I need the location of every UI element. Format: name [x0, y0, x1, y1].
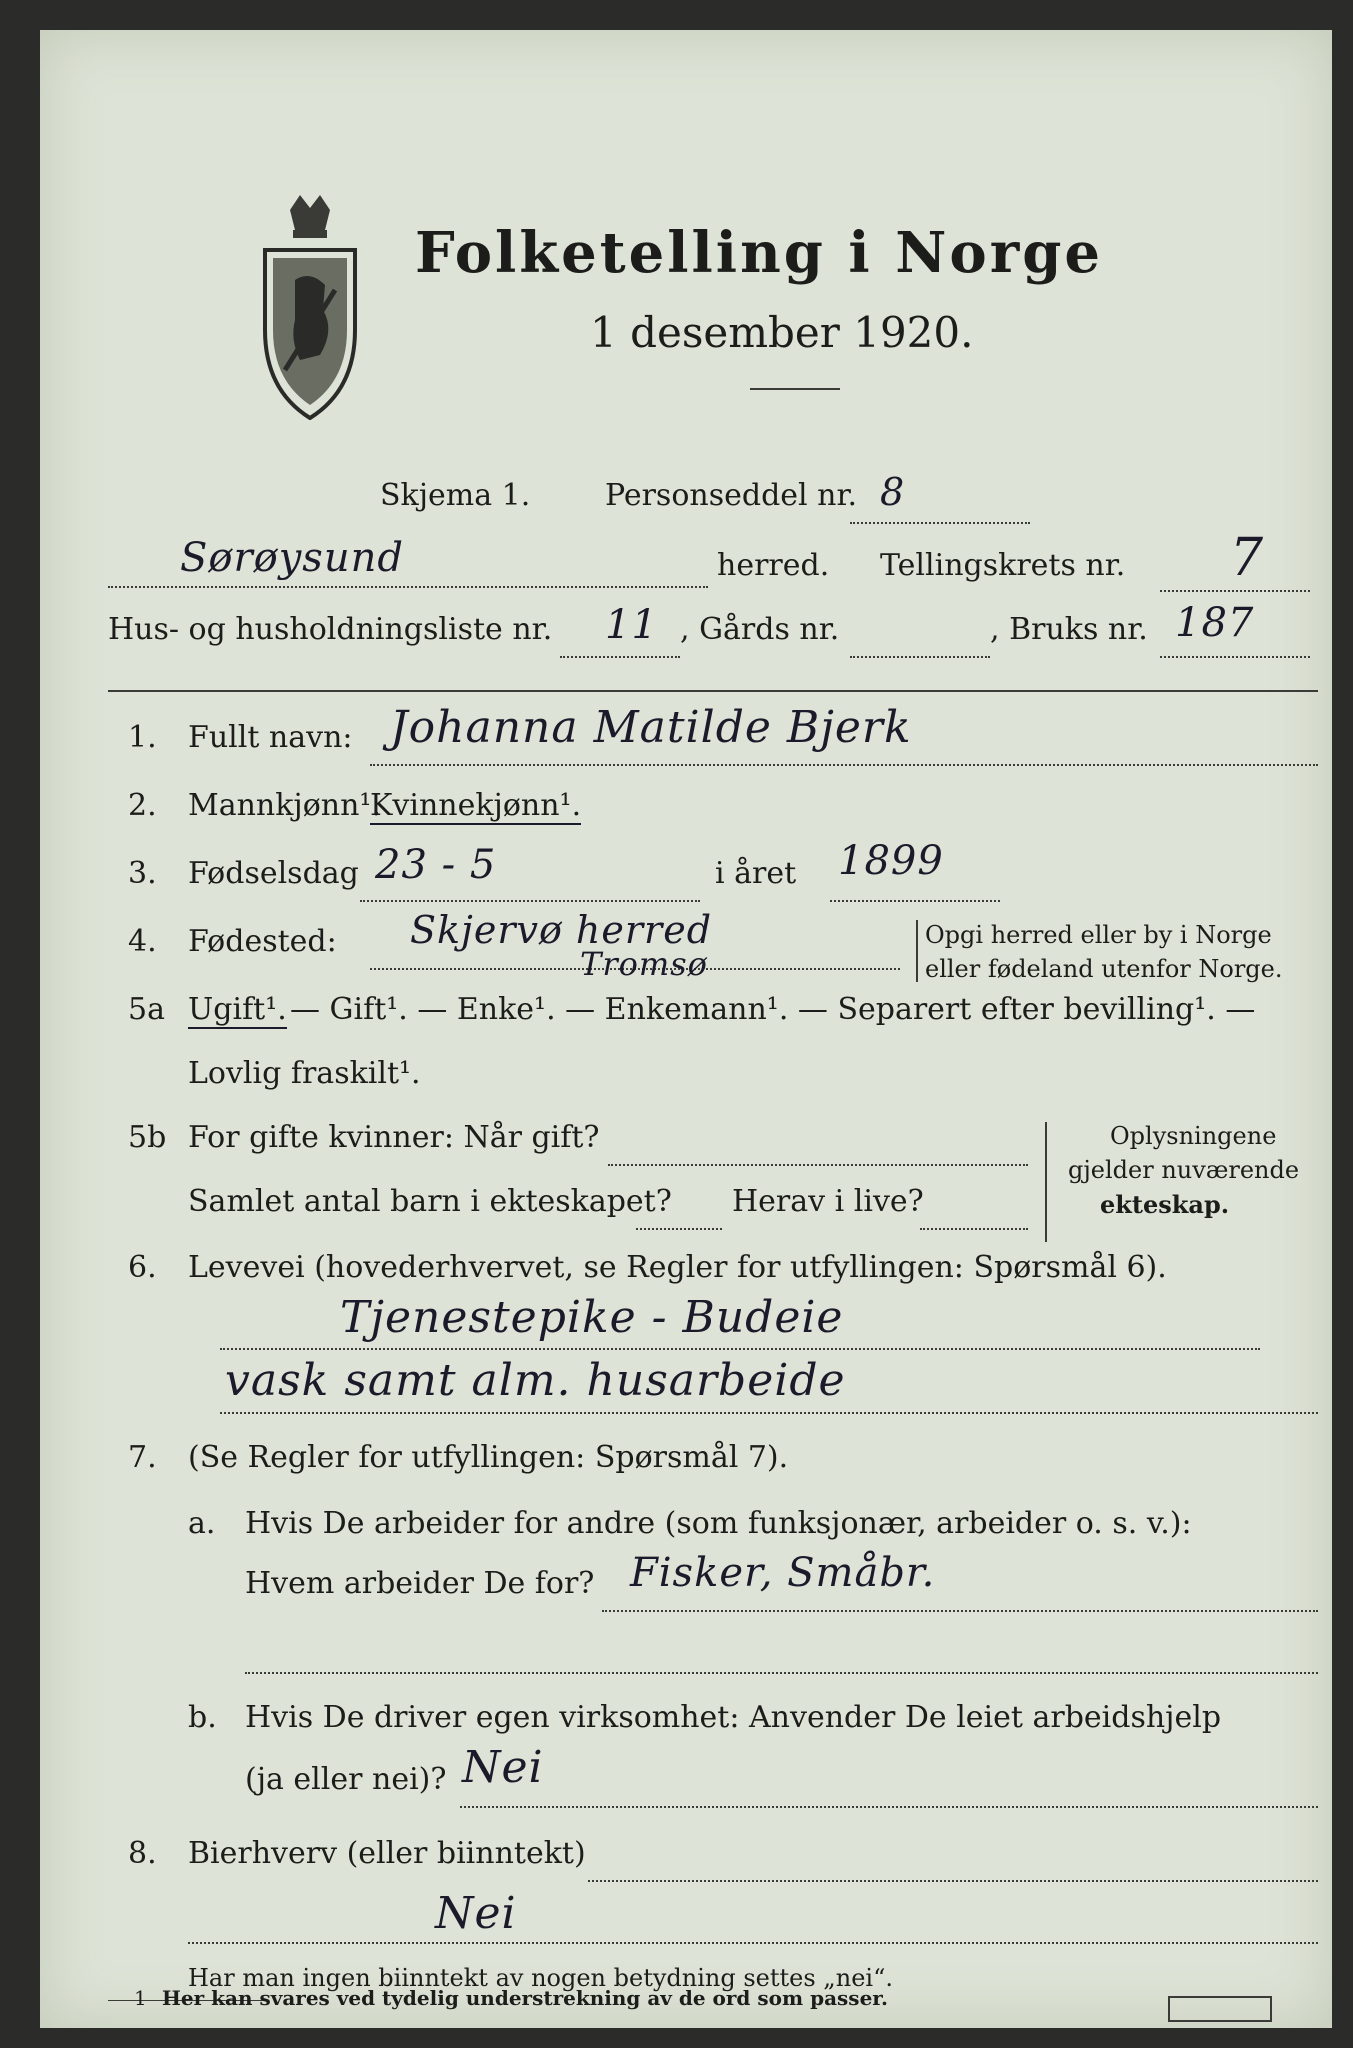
q6-number: 6.	[128, 1250, 157, 1285]
q7a-line-2	[245, 1672, 1318, 1674]
year-line	[830, 900, 1000, 902]
bierhverv-note: Har man ingen biinntekt av nogen betydning settes „nei“.	[188, 1964, 893, 1992]
levevei-line-1	[220, 1348, 1260, 1350]
q7a-line	[602, 1610, 1318, 1612]
lovlig-fraskilt-option[interactable]: Lovlig fraskilt¹.	[188, 1056, 421, 1091]
fodested-note-2: eller fødeland utenfor Norge.	[925, 955, 1283, 983]
personseddel-line	[850, 522, 1030, 524]
year-label: i året	[715, 856, 797, 891]
mannkjonn-option[interactable]: Mannkjønn¹.	[188, 788, 381, 823]
q7-number: 7.	[128, 1440, 157, 1475]
herred-label: herred.	[717, 548, 830, 583]
bierhverv-line-2	[188, 1942, 1318, 1944]
skjema-label: Skjema 1.	[380, 478, 531, 513]
personseddel-value[interactable]: 8	[880, 470, 906, 514]
q7a-number: a.	[188, 1506, 216, 1541]
barn-label: Samlet antal barn i ekteskapet?	[188, 1184, 672, 1219]
q4-number: 4.	[128, 924, 157, 959]
ekteskap-note-1: Oplysningene	[1110, 1122, 1277, 1150]
levevei-label: Levevei (hovederhvervet, se Regler for utfyllingen: Spørsmål 6).	[188, 1250, 1167, 1285]
q7b-line	[460, 1806, 1318, 1808]
fodselsar-value[interactable]: 1899	[838, 838, 944, 884]
tellingskrets-line	[1160, 590, 1310, 592]
i-live-label: Herav i live?	[732, 1184, 924, 1219]
header-separator	[108, 690, 1318, 692]
q8-number: 8.	[128, 1836, 157, 1871]
bruks-line	[1160, 656, 1310, 658]
q7b-question: (ja eller nei)?	[245, 1762, 447, 1797]
bierhverv-line-1	[588, 1880, 1318, 1882]
q7b-text: Hvis De driver egen virksomhet: Anvender De leiet arbeidshjelp	[245, 1700, 1222, 1735]
footnote-text: Her kan svares ved tydelig understrekning av de ord som passer.	[162, 1986, 888, 2010]
q5b-number: 5b	[128, 1120, 167, 1155]
herred-value[interactable]: Sørøysund	[180, 535, 404, 581]
gards-label: , Gårds nr.	[680, 612, 840, 647]
fodselsdag-value[interactable]: 23 - 5	[375, 842, 497, 888]
herred-line	[108, 586, 708, 588]
arbeidshjelp-value[interactable]: Nei	[462, 1742, 544, 1793]
ugift-option[interactable]: Ugift¹.	[188, 992, 287, 1027]
nar-gift-line	[608, 1164, 1028, 1166]
levevei-value-1[interactable]: Tjenestepike - Budeie	[340, 1292, 844, 1343]
sivilstand-options[interactable]: — Gift¹. — Enke¹. — Enkemann¹. — Separert efter bevilling¹. —	[290, 992, 1256, 1027]
bierhverv-label: Bierhverv (eller biinntekt)	[188, 1836, 586, 1871]
fodselsdag-line	[360, 900, 700, 902]
fullt-navn-value[interactable]: Johanna Matilde Bjerk	[390, 702, 912, 753]
ekteskap-note-brace	[1045, 1122, 1047, 1242]
census-date: 1 desember 1920.	[590, 308, 974, 357]
q1-label: Fullt navn:	[188, 720, 353, 755]
i-live-line	[920, 1228, 1028, 1230]
personseddel-label: Personseddel nr.	[605, 478, 858, 513]
tellingskrets-label: Tellingskrets nr.	[880, 548, 1126, 583]
q7b-number: b.	[188, 1700, 217, 1735]
levevei-value-2[interactable]: vask samt alm. husarbeide	[225, 1355, 846, 1406]
ekteskap-note-2: gjelder nuværende	[1068, 1156, 1300, 1184]
levevei-line-2	[220, 1412, 1318, 1414]
fodested-value[interactable]: Skjervø herred	[410, 908, 713, 952]
q2-number: 2.	[128, 788, 157, 823]
barn-line	[636, 1228, 722, 1230]
fodested-note-1: Opgi herred eller by i Norge	[925, 921, 1272, 949]
title-divider	[750, 388, 840, 390]
kvinnekjonn-option[interactable]: Kvinnekjønn¹.	[370, 788, 582, 823]
ekteskap-note-3: ekteskap.	[1100, 1190, 1230, 1219]
fodested-label: Fødested:	[188, 924, 337, 959]
husholdningsliste-label: Hus- og husholdningsliste nr.	[108, 612, 553, 647]
fodselsdag-label: Fødselsdag	[188, 856, 359, 891]
arbeider-for-value[interactable]: Fisker, Småbr.	[630, 1550, 936, 1596]
tellingskrets-value[interactable]: 7	[1230, 528, 1265, 588]
fodested-note-brace	[916, 920, 918, 982]
printer-stamp	[1168, 1996, 1272, 2022]
q1-line	[370, 764, 1318, 766]
form-title: Folketelling i Norge	[415, 220, 1104, 286]
bierhverv-value[interactable]: Nei	[435, 1888, 517, 1939]
gards-line	[850, 656, 990, 658]
q7a-question: Hvem arbeider De for?	[245, 1566, 595, 1601]
census-form	[40, 30, 1332, 2028]
norway-coat-of-arms-icon	[255, 190, 365, 420]
fodested-value-2[interactable]: Tromsø	[580, 945, 708, 983]
bruks-value[interactable]: 187	[1175, 600, 1255, 646]
q3-number: 3.	[128, 856, 157, 891]
q7-label: (Se Regler for utfyllingen: Spørsmål 7).	[188, 1440, 789, 1475]
nar-gift-label: For gifte kvinner: Når gift?	[188, 1120, 600, 1155]
husholdningsliste-line	[560, 656, 680, 658]
q1-number: 1.	[128, 720, 157, 755]
q5a-number: 5a	[128, 992, 165, 1027]
q7a-text: Hvis De arbeider for andre (som funksjonær, arbeider o. s. v.):	[245, 1506, 1192, 1541]
bruks-label: , Bruks nr.	[990, 612, 1148, 647]
footnote-mark: 1	[134, 1986, 147, 2010]
husholdningsliste-value[interactable]: 11	[605, 602, 658, 648]
